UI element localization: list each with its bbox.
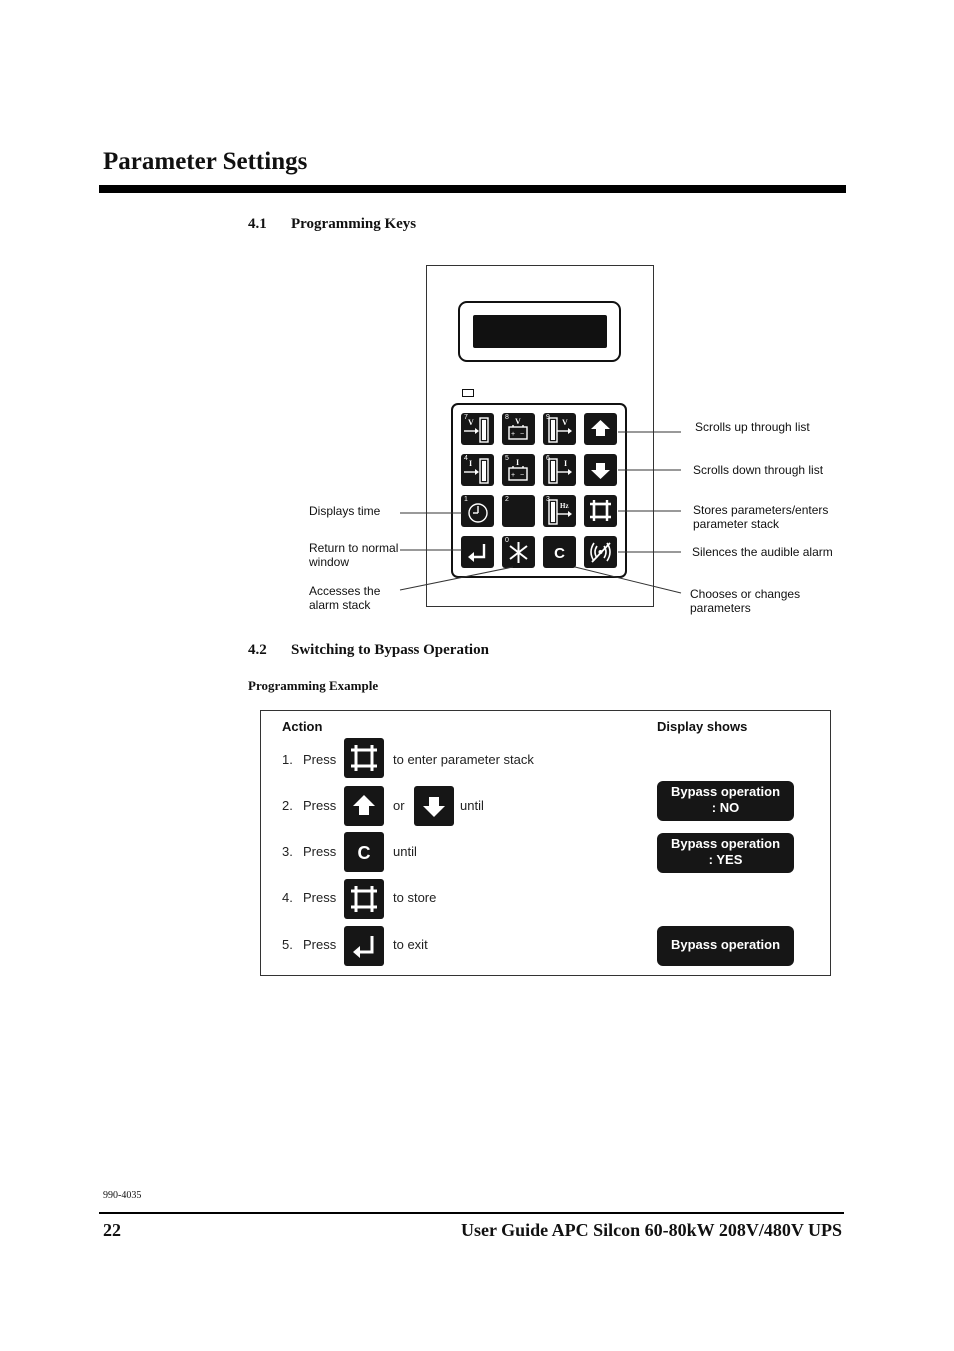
svg-text:C: C — [357, 843, 371, 863]
step-or: or — [393, 798, 405, 813]
parameter-stack-icon — [344, 738, 384, 778]
section-number: 4.2 — [248, 642, 267, 658]
step-text: to store — [393, 890, 437, 905]
display-bypass-no — [657, 781, 794, 821]
step-text: until — [393, 844, 417, 859]
key-number: 4 — [464, 455, 468, 462]
step-number: 1. — [282, 752, 293, 767]
column-action-header: Action — [282, 719, 323, 734]
key-number: 9 — [546, 414, 550, 421]
callout-line: Stores parameters/enters — [693, 503, 829, 517]
page-title: Parameter Settings — [103, 148, 308, 175]
document-number: 990-4035 — [103, 1190, 142, 1201]
svg-text:C: C — [554, 545, 565, 562]
step-press: Press — [303, 937, 337, 952]
svg-text:−: − — [520, 431, 525, 438]
callout-line: Accesses the — [309, 584, 381, 598]
callout-return — [309, 541, 398, 569]
callout-line: parameter stack — [693, 517, 780, 531]
key-number: 7 — [464, 414, 468, 421]
callout-displays-time: Displays time — [309, 504, 381, 518]
return-key — [344, 926, 384, 966]
svg-text:V: V — [468, 418, 474, 427]
svg-text:I: I — [469, 459, 473, 468]
page-number: 22 — [103, 1220, 121, 1240]
callout-line: parameters — [690, 601, 751, 615]
key-number: 8 — [505, 414, 509, 421]
parameter-stack-icon — [344, 879, 384, 919]
svg-text:−: − — [520, 472, 525, 479]
column-display-header: Display shows — [657, 719, 748, 734]
display-line: : NO — [711, 800, 740, 815]
step-press: Press — [303, 798, 337, 813]
key-number: 0 — [505, 537, 509, 544]
key-number: 5 — [505, 455, 509, 462]
display-line: Bypass operation — [670, 784, 781, 799]
step-press: Press — [303, 752, 337, 767]
svg-text:I: I — [564, 459, 568, 468]
step-number: 2. — [282, 798, 293, 813]
example-title: Programming Example — [248, 678, 379, 693]
key-number: 3 — [546, 496, 550, 503]
svg-text:V: V — [562, 418, 568, 427]
step-press: Press — [303, 844, 337, 859]
display-bypass-operation — [657, 926, 794, 966]
svg-text:Hz: Hz — [560, 502, 569, 510]
key-number: 1 — [464, 496, 468, 503]
svg-text:+: + — [511, 431, 516, 438]
callout-scroll-up: Scrolls up through list — [695, 420, 810, 434]
down-key — [414, 786, 454, 826]
step-press: Press — [303, 890, 337, 905]
step-text: until — [460, 798, 484, 813]
svg-text:V: V — [515, 417, 521, 426]
callout-chooses — [690, 587, 800, 615]
up-key — [344, 786, 384, 826]
c-key — [344, 832, 384, 872]
section-title: Programming Keys — [291, 216, 417, 232]
callout-line: alarm stack — [309, 598, 371, 612]
display-line: Bypass operation — [670, 836, 781, 851]
footer-rule — [99, 1212, 844, 1214]
display-line: : YES — [708, 852, 743, 867]
callout-line: Chooses or changes — [690, 587, 801, 601]
key-number: 6 — [546, 455, 550, 462]
section-heading-4-2 — [248, 642, 489, 659]
callout-accesses — [309, 584, 380, 612]
arrow-down-icon — [414, 786, 454, 826]
step-number: 4. — [282, 890, 293, 905]
arrow-up-icon — [344, 786, 384, 826]
svg-text:I: I — [516, 458, 520, 467]
callout-silences: Silences the audible alarm — [692, 545, 833, 559]
key-number: 2 — [505, 496, 509, 503]
parameter-stack-key — [344, 879, 384, 919]
c-icon — [344, 832, 384, 872]
step-number: 5. — [282, 937, 293, 952]
section-number: 4.1 — [248, 216, 267, 232]
return-icon — [344, 926, 384, 966]
callout-line: Return to normal — [309, 541, 399, 555]
display-line: Bypass operation — [670, 937, 781, 952]
callout-line: window — [309, 555, 350, 569]
parameter-stack-key — [344, 738, 384, 778]
callout-scroll-down: Scrolls down through list — [693, 463, 824, 477]
step-number: 3. — [282, 844, 293, 859]
step-text: to enter parameter stack — [393, 752, 534, 767]
callout-stores — [693, 503, 828, 531]
footer-title: User Guide APC Silcon 60-80kW 208V/480V UPS — [460, 1220, 842, 1240]
section-title: Switching to Bypass Operation — [291, 642, 489, 658]
step-text: to exit — [393, 937, 428, 952]
display-bypass-yes — [657, 833, 794, 873]
svg-text:+: + — [511, 472, 516, 479]
